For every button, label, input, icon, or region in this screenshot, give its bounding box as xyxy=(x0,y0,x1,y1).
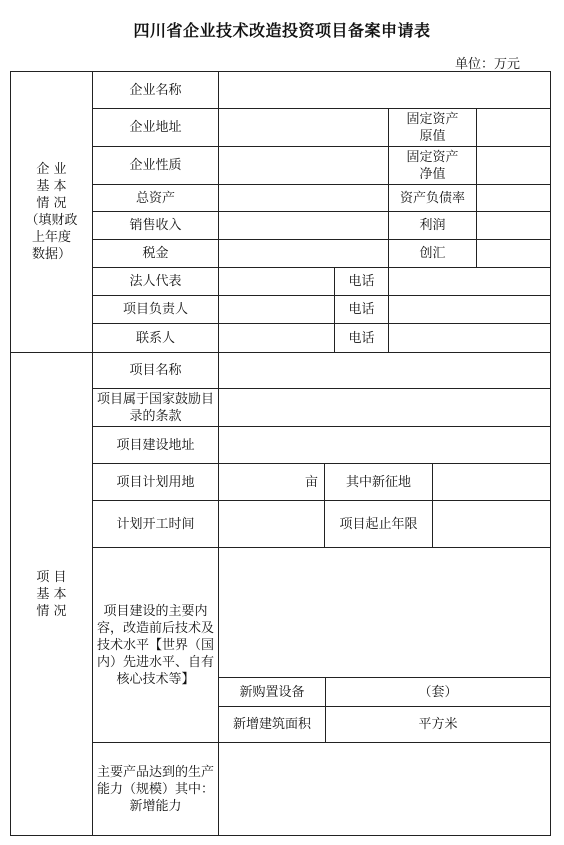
sales-label: 销售收入 xyxy=(92,211,219,240)
new-equipment-label: 新购置设备 xyxy=(218,677,326,707)
label-line: 基 本 xyxy=(36,586,67,602)
company-address-field[interactable] xyxy=(218,108,389,147)
catalog-clause-label: 项目属于国家鼓励目录的条款 xyxy=(92,388,219,427)
new-building-label: 新增建筑面积 xyxy=(218,706,326,743)
build-address-field[interactable] xyxy=(218,426,551,464)
set-unit: （套） xyxy=(418,684,458,700)
period-label: 项目起止年限 xyxy=(324,500,433,548)
profit-label: 利润 xyxy=(388,211,477,240)
debt-ratio-label: 资产负债率 xyxy=(388,184,477,212)
company-name-field[interactable] xyxy=(218,71,551,109)
company-type-label: 企业性质 xyxy=(92,146,219,185)
label-line: （填财政 xyxy=(25,213,78,228)
label-line: 数据） xyxy=(31,247,71,262)
label-line: 基 本 xyxy=(36,179,67,194)
new-land-field[interactable] xyxy=(432,463,551,501)
legal-rep-label: 法人代表 xyxy=(92,267,219,296)
debt-ratio-field[interactable] xyxy=(476,184,551,212)
label-line: 上年度 xyxy=(31,230,71,245)
company-address-label: 企业地址 xyxy=(92,108,219,147)
contact-label: 联系人 xyxy=(92,323,219,353)
forex-label: 创汇 xyxy=(388,239,477,268)
capacity-label: 主要产品达到的生产能力（规模）其中：新增能力 xyxy=(92,742,219,836)
unit-label: 单位：万元 xyxy=(454,57,520,72)
section-project-info-label xyxy=(10,352,93,836)
profit-field[interactable] xyxy=(476,211,551,240)
project-name-field[interactable] xyxy=(218,352,551,389)
tax-label: 税金 xyxy=(92,239,219,268)
section-basic-info-label xyxy=(10,71,93,353)
form-title: 四川省企业技术改造投资项目备案申请表 xyxy=(133,21,431,40)
project-name-label: 项目名称 xyxy=(92,352,219,389)
project-lead-phone-field[interactable] xyxy=(388,295,551,324)
land-use-label: 项目计划用地 xyxy=(92,463,219,501)
total-assets-label: 总资产 xyxy=(92,184,219,212)
total-assets-field[interactable] xyxy=(218,184,389,212)
fixed-assets-net-field[interactable] xyxy=(476,146,551,185)
contact-phone-field[interactable] xyxy=(388,323,551,353)
phone-label: 电话 xyxy=(334,267,389,296)
land-use-field[interactable] xyxy=(218,463,325,501)
legal-rep-field[interactable] xyxy=(218,267,335,296)
label-line: 项 目 xyxy=(36,569,67,585)
main-content-label: 项目建设的主要内容，改造前后技术及技术水平【世界（国内）先进水平、自有核心技术等】 xyxy=(92,547,219,743)
catalog-clause-field[interactable] xyxy=(218,388,551,427)
main-content-field[interactable] xyxy=(218,547,551,678)
fixed-assets-original-label: 固定资产 原值 xyxy=(388,108,477,147)
new-equipment-field[interactable] xyxy=(325,677,551,707)
start-time-label: 计划开工时间 xyxy=(92,500,219,548)
fixed-assets-original-field[interactable] xyxy=(476,108,551,147)
mu-unit: 亩 xyxy=(304,474,318,490)
fixed-assets-net-label: 固定资产 净值 xyxy=(388,146,477,185)
company-name-label: 企业名称 xyxy=(92,71,219,109)
sqm-unit: 平方米 xyxy=(418,717,458,732)
new-land-label: 其中新征地 xyxy=(324,463,433,501)
project-lead-field[interactable] xyxy=(218,295,335,324)
sales-field[interactable] xyxy=(218,211,389,240)
legal-rep-phone-field[interactable] xyxy=(388,267,551,296)
period-field[interactable] xyxy=(432,500,551,548)
tax-field[interactable] xyxy=(218,239,389,268)
company-type-field[interactable] xyxy=(218,146,389,185)
forex-field[interactable] xyxy=(476,239,551,268)
project-lead-label: 项目负责人 xyxy=(92,295,219,324)
label-line: 情 况 xyxy=(36,196,67,211)
start-time-field[interactable] xyxy=(218,500,325,548)
phone-label: 电话 xyxy=(334,323,389,353)
build-address-label: 项目建设地址 xyxy=(92,426,219,464)
contact-field[interactable] xyxy=(218,323,335,353)
label-line: 情 况 xyxy=(36,603,67,619)
capacity-field[interactable] xyxy=(218,742,551,836)
new-building-field[interactable] xyxy=(325,706,551,743)
label-line: 企 业 xyxy=(36,162,67,177)
phone-label: 电话 xyxy=(334,295,389,324)
